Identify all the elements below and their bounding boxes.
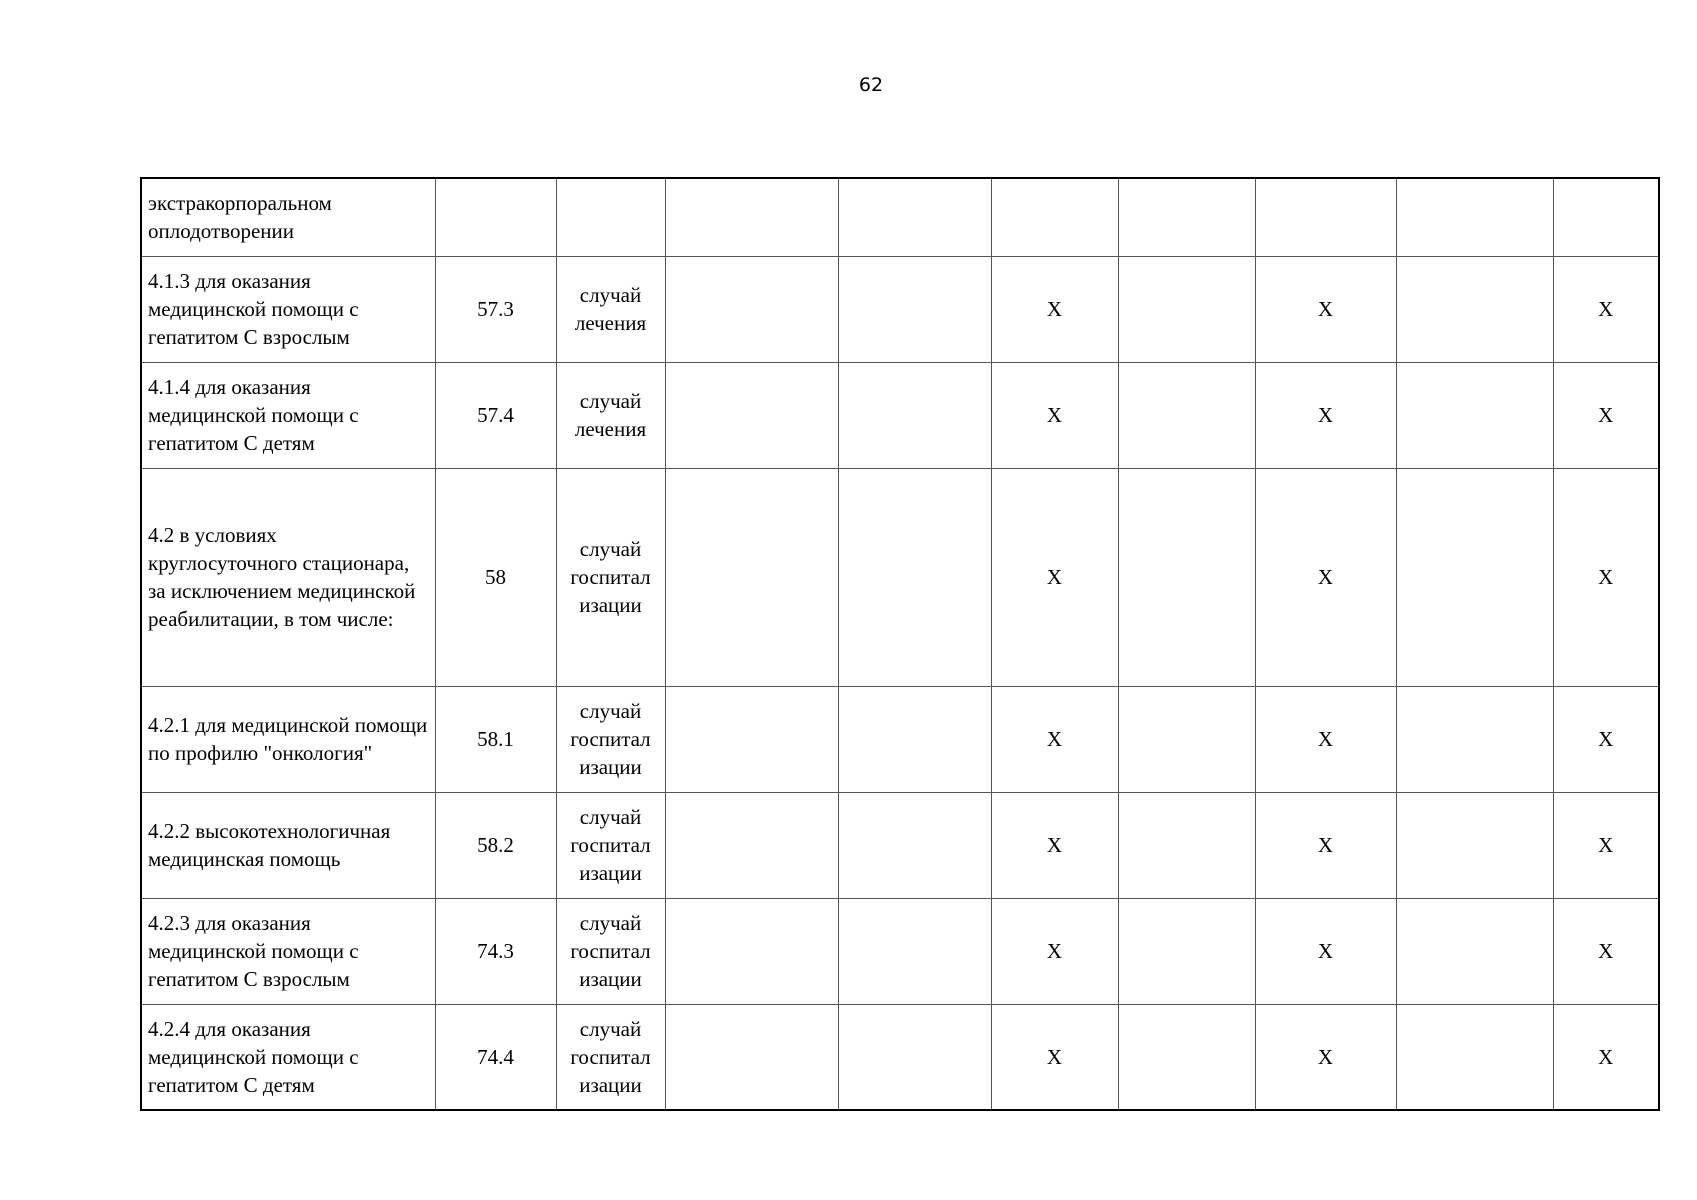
value-cell	[665, 898, 838, 1004]
value-cell	[665, 178, 838, 256]
row-number-cell: 57.4	[435, 362, 556, 468]
table-row	[141, 256, 1659, 362]
value-cell	[838, 256, 991, 362]
page-number: 62	[858, 74, 884, 96]
value-cell	[838, 1004, 991, 1110]
unit-cell: случай госпитал изации	[556, 792, 665, 898]
value-cell	[838, 362, 991, 468]
value-cell	[665, 792, 838, 898]
row-name-cell: 4.2.2 высокотехнологичная медицинская помощь	[141, 792, 435, 898]
value-cell	[1118, 1004, 1255, 1110]
value-cell	[1118, 686, 1255, 792]
value-cell: Х	[1255, 898, 1396, 1004]
value-cell	[1118, 178, 1255, 256]
unit-cell: случай лечения	[556, 256, 665, 362]
value-cell: Х	[1553, 362, 1659, 468]
value-cell: Х	[1255, 362, 1396, 468]
value-cell: Х	[991, 468, 1118, 686]
value-cell: Х	[1553, 468, 1659, 686]
value-cell	[665, 256, 838, 362]
unit-cell: случай госпитал изации	[556, 686, 665, 792]
value-cell	[665, 1004, 838, 1110]
row-number-cell: 57.3	[435, 256, 556, 362]
unit-cell: случай госпитал изации	[556, 468, 665, 686]
value-cell: Х	[991, 1004, 1118, 1110]
value-cell	[1396, 362, 1553, 468]
value-cell	[1396, 1004, 1553, 1110]
value-cell: Х	[991, 256, 1118, 362]
row-name-cell: 4.2.3 для оказания медицинской помощи с гепатитом С взрослым	[141, 898, 435, 1004]
value-cell: Х	[1255, 1004, 1396, 1110]
value-cell: Х	[991, 686, 1118, 792]
value-cell	[665, 686, 838, 792]
value-cell	[1118, 362, 1255, 468]
table-body	[141, 178, 1659, 1110]
value-cell	[665, 468, 838, 686]
table-row	[141, 468, 1659, 686]
row-number-cell: 74.4	[435, 1004, 556, 1110]
value-cell	[838, 178, 991, 256]
value-cell: Х	[1255, 686, 1396, 792]
table-row	[141, 1004, 1659, 1110]
row-number-cell: 58	[435, 468, 556, 686]
value-cell: Х	[1255, 468, 1396, 686]
table-row	[141, 686, 1659, 792]
table-row	[141, 362, 1659, 468]
table-row	[141, 792, 1659, 898]
value-cell	[1118, 256, 1255, 362]
value-cell: Х	[1553, 256, 1659, 362]
value-cell	[1118, 468, 1255, 686]
value-cell	[1255, 178, 1396, 256]
value-cell	[1553, 178, 1659, 256]
row-name-cell: 4.2 в условиях круглосуточного стационара, за исключением медицинской реабилитации, в том числе:	[141, 468, 435, 686]
row-number-cell	[435, 178, 556, 256]
row-number-cell: 58.1	[435, 686, 556, 792]
value-cell	[838, 468, 991, 686]
value-cell: Х	[991, 362, 1118, 468]
value-cell	[838, 686, 991, 792]
value-cell	[991, 178, 1118, 256]
value-cell	[1118, 792, 1255, 898]
value-cell	[1396, 256, 1553, 362]
data-table	[140, 177, 1660, 1111]
row-name-cell: 4.1.4 для оказания медицинской помощи с гепатитом С детям	[141, 362, 435, 468]
value-cell	[1396, 686, 1553, 792]
row-name-cell: 4.2.4 для оказания медицинской помощи с гепатитом С детям	[141, 1004, 435, 1110]
value-cell	[1396, 178, 1553, 256]
row-name-cell: экстракорпоральном оплодотворении	[141, 178, 435, 256]
row-name-cell: 4.2.1 для медицинской помощи по профилю "онкология"	[141, 686, 435, 792]
value-cell: Х	[1553, 686, 1659, 792]
value-cell	[1118, 898, 1255, 1004]
value-cell	[838, 792, 991, 898]
unit-cell	[556, 178, 665, 256]
row-name-cell: 4.1.3 для оказания медицинской помощи с гепатитом С взрослым	[141, 256, 435, 362]
value-cell: Х	[991, 898, 1118, 1004]
value-cell	[1396, 898, 1553, 1004]
value-cell: Х	[1255, 792, 1396, 898]
table-row	[141, 178, 1659, 256]
unit-cell: случай госпитал изации	[556, 898, 665, 1004]
value-cell: Х	[1255, 256, 1396, 362]
value-cell: Х	[1553, 1004, 1659, 1110]
value-cell: Х	[1553, 792, 1659, 898]
value-cell	[665, 362, 838, 468]
unit-cell: случай лечения	[556, 362, 665, 468]
table-row	[141, 898, 1659, 1004]
value-cell	[1396, 792, 1553, 898]
row-number-cell: 74.3	[435, 898, 556, 1004]
unit-cell: случай госпитал изации	[556, 1004, 665, 1110]
value-cell: Х	[991, 792, 1118, 898]
value-cell	[838, 898, 991, 1004]
value-cell: Х	[1553, 898, 1659, 1004]
row-number-cell: 58.2	[435, 792, 556, 898]
value-cell	[1396, 468, 1553, 686]
